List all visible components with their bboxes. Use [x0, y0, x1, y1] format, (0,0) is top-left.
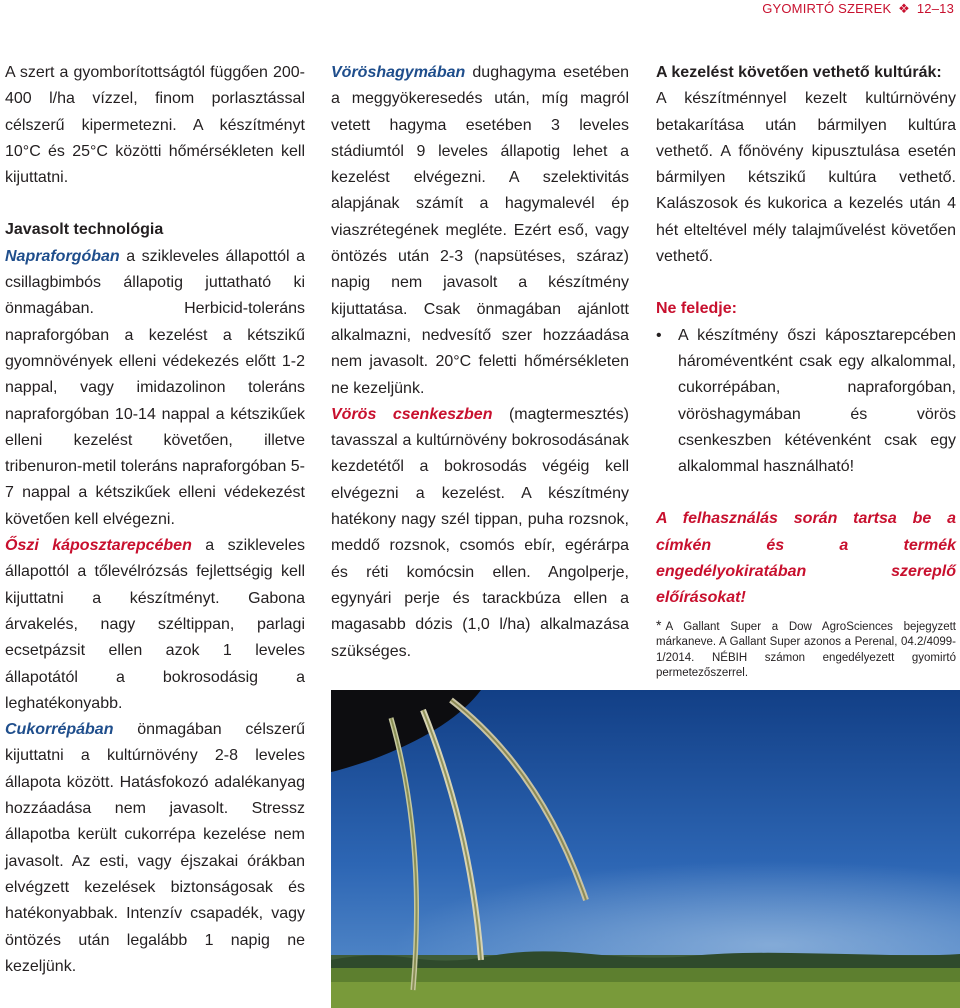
technology-heading: Javasolt technológia: [5, 221, 164, 239]
footnote: [656, 618, 956, 682]
beet-paragraph: [5, 717, 305, 980]
footnote-text: A Gallant Super a Dow AgroSciences bejegyzett márkaneve. A Gallant Super azonos a Perenal, 04.2/4099-1/2014. NÉBIH számon engedélyezett gyomirtó permetezőszerrel.: [656, 620, 956, 680]
column-left: [5, 60, 305, 980]
running-header: [762, 1, 954, 17]
fescue-paragraph: [331, 402, 629, 665]
sunflower-label: Napraforgóban: [5, 247, 120, 265]
sunflower-paragraph: [5, 244, 305, 533]
onion-label: Vöröshagymában: [331, 64, 466, 81]
following-crops-text: A készítménnyel kezelt kultúrnövény betakarítása után bármilyen kultúra vethető. A főnövény kipusztulása esetén bármilyen kétszikű kultúra vethető. Kalászosok és kukorica a kezelés után 4 hét elteltével mély talajművelést követően vethető.: [656, 90, 956, 266]
remember-bullet-item: [656, 323, 956, 481]
warning-text: A felhasználás során tartsa be a címkén és a termék engedélyokiratában szereplő előírásokat!: [656, 510, 956, 607]
section-title: GYOMIRTÓ SZEREK: [762, 1, 892, 16]
following-crops-heading: A kezelést követően vethető kultúrák:: [656, 64, 942, 81]
column-middle: [331, 60, 629, 665]
rapeseed-text: a szikleveles állapottól a tőlevélrózsás fejlettségig kell kijuttatni a készítményt. Gabona árvakelés, nagy széltippan, parlagi ecsetpázsit ellen azok 1 leveles állapotától a bokrosodásig a leghatékonyabb.: [5, 537, 305, 712]
intro-paragraph: A szert a gyomborítottságtól függően 200-400 l/ha vízzel, finom porlasztással célszerű kipermetezni. A készítményt 10°C és 25°C közötti hőmérsékleten kell kijuttatni.: [5, 64, 305, 187]
sunflower-text: a szikleveles állapottól a csillagbimbós állapotig juttatható ki önmagában. Herbicid-toleráns napraforgóban a kezelést a kétszikű gyomnövények elleni védekezés előtt 1-2 nappal, vagy imidazolinon toleráns napraforgóban 10-14 nappal a kétszikűek elleni kezelést követően, illetve tribenuron-metil toleráns napraforgóban 5-7 nappal a kétszikűek elleni védekezést követően kell elvégezni.: [5, 247, 305, 528]
beet-text: önmagában célszerű kijuttatni a kultúrnövény 2-8 leveles állapota között. Hatásfokozó adalékanyag hozzáadása nem javasolt. Stressz állapotba került cukorrépa kezelése nem javasolt. Az esti, vagy éjszakai órákban elvégzett kezelések biztonságosak és hatékonyabbak. Intenzív csapadék, vagy öntözés után legalább 1 napig ne kezeljünk.: [5, 721, 305, 975]
column-right: [656, 60, 956, 682]
rapeseed-paragraph: [5, 533, 305, 717]
fescue-label: Vörös csenkeszben: [331, 405, 493, 423]
fescue-text: (magtermesztés) tavasszal a kultúrnövény bokrosodásának kezdetétől a bokrosodás végéig kell elvégezni a kezelést. A készítmény hatékony nagy szél tippan, puha rozsnok, meddő rozsnok, csomós ebír, egérárpa és réti komócsin ellen. Angolperje, egynyári perje és tarackbúza ellen a magasabb dózis (1,0 l/ha) alkalmazása szükséges.: [331, 405, 629, 660]
onion-paragraph: [331, 60, 629, 402]
bullet-icon: •: [656, 326, 662, 344]
onion-leaf-photo: [331, 690, 960, 1008]
onion-text: dughagyma esetében a meggyökeresedés után, míg magról vetett hagyma esetében 3 leveles stádiumtól 9 leveles állapotig lehet a kezelést elvégezni. A szelektivitás alapjának számít a hagymalevél ép viaszrétegének megléte. Ezért eső, vagy öntözés után 2-3 (napsütéses, száraz) napig nem javasolt a készítmény kijuttatása. Csak önmagában ajánlott alkalmazni, nedvesítő szer hozzáadása nem javasolt. 20°C feletti hőmérsékleten ne kezeljünk.: [331, 64, 629, 397]
ornament-icon: ❖: [898, 1, 911, 16]
rapeseed-label: Őszi káposztarepcében: [5, 537, 192, 555]
footnote-star: *: [656, 616, 662, 633]
beet-label: Cukorrépában: [5, 721, 114, 739]
remember-heading: Ne feledje:: [656, 300, 737, 318]
page-numbers: 12–13: [916, 1, 954, 16]
remember-text: A készítmény őszi káposztarepcében hároméventként csak egy alkalommal, cukorrépában, napraforgóban, vöröshagymában és vörös csenkeszben kétévenként csak egy alkalommal használható!: [678, 326, 956, 476]
page-header: [0, 0, 960, 18]
